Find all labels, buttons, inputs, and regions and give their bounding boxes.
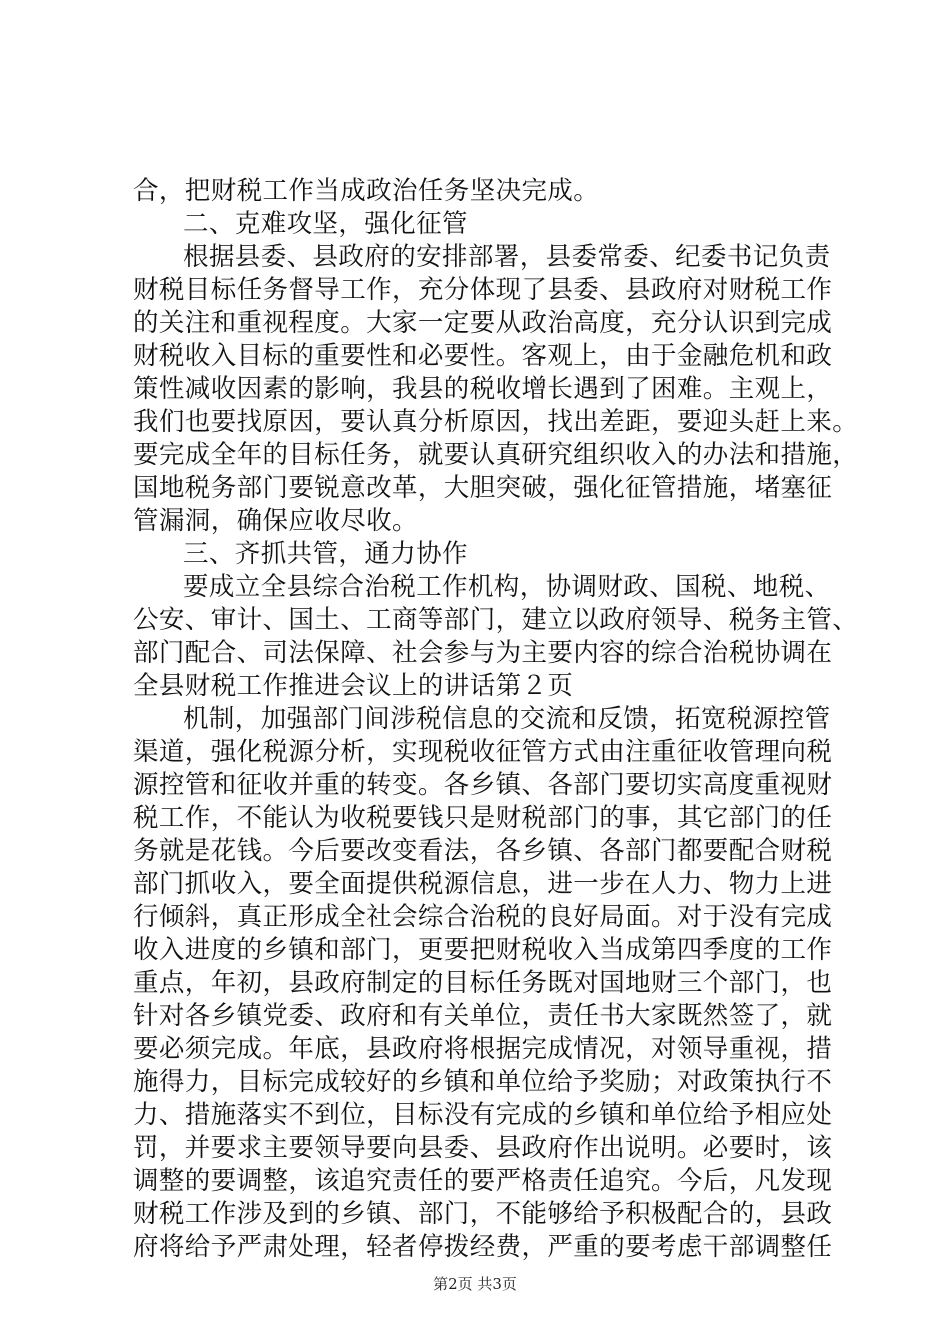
text-line: 重点，年初，县政府制定的目标任务既对国地财三个部门，也 (133, 968, 833, 998)
text-line: 财税工作涉及到的乡镇、部门，不能够给予积极配合的，县政 (133, 1199, 833, 1229)
text-line: 公安、审计、国土、工商等部门，建立以政府领导、税务主管、 (133, 605, 859, 635)
text-line: 机制，加强部门间涉税信息的交流和反馈，拓宽税源控管 (183, 704, 831, 734)
text-line: 合，把财税工作当成政治任务坚决完成。 (133, 176, 600, 206)
text-line: 要完成全年的目标任务，就要认真研究组织收入的办法和措施， (133, 440, 859, 470)
section-heading: 二、克难攻坚，强化征管 (183, 209, 468, 239)
text-line: 罚，并要求主要领导要向县委、县政府作出说明。必要时，该 (133, 1133, 833, 1163)
text-line: 收入进度的乡镇和部门，更要把财税收入当成第四季度的工作 (133, 935, 833, 965)
text-line: 要必须完成。年底，县政府将根据完成情况，对领导重视，措 (133, 1034, 833, 1064)
section-heading: 三、齐抓共管，通力协作 (183, 539, 468, 569)
text-line: 渠道，强化税源分析，实现税收征管方式由注重征收管理向税 (133, 737, 833, 767)
text-line: 根据县委、县政府的安排部署，县委常委、纪委书记负责 (183, 242, 831, 272)
text-line: 财税目标任务督导工作，充分体现了县委、县政府对财税工作 (133, 275, 833, 305)
text-line: 调整的要调整，该追究责任的要严格责任追究。今后，凡发现 (133, 1166, 833, 1196)
text-line: 策性减收因素的影响，我县的税收增长遇到了困难。主观上， (133, 374, 833, 404)
text-line: 管漏洞，确保应收尽收。 (133, 506, 418, 536)
text-line: 我们也要找原因，要认真分析原因，找出差距，要迎头赶上来。 (133, 407, 859, 437)
text-line: 全县财税工作推进会议上的讲话第２页 (133, 671, 574, 701)
text-line: 的关注和重视程度。大家一定要从政治高度，充分认识到完成 (133, 308, 833, 338)
text-line: 要成立全县综合治税工作机构，协调财政、国税、地税、 (183, 572, 831, 602)
text-line: 行倾斜，真正形成全社会综合治税的良好局面。对于没有完成 (133, 902, 833, 932)
text-line: 府将给予严肃处理，轻者停拨经费，严重的要考虑干部调整任 (133, 1232, 833, 1262)
text-line: 针对各乡镇党委、政府和有关单位，责任书大家既然签了，就 (133, 1001, 833, 1031)
text-line: 力、措施落实不到位，目标没有完成的乡镇和单位给予相应处 (133, 1100, 833, 1130)
text-line: 施得力，目标完成较好的乡镇和单位给予奖励；对政策执行不 (133, 1067, 833, 1097)
text-line: 务就是花钱。今后要改变看法，各乡镇、各部门都要配合财税 (133, 836, 833, 866)
page-footer: 第2页 共3页 (433, 1275, 517, 1293)
text-line: 源控管和征收并重的转变。各乡镇、各部门要切实高度重视财 (133, 770, 833, 800)
text-line: 部门配合、司法保障、社会参与为主要内容的综合治税协调在 (133, 638, 833, 668)
text-line: 财税收入目标的重要性和必要性。客观上，由于金融危机和政 (133, 341, 833, 371)
document-body (133, 175, 859, 1264)
text-line: 部门抓收入，要全面提供税源信息，进一步在人力、物力上进 (133, 869, 833, 899)
text-line: 税工作，不能认为收税要钱只是财税部门的事，其它部门的任 (133, 803, 833, 833)
text-line: 国地税务部门要锐意改革，大胆突破，强化征管措施，堵塞征 (133, 473, 833, 503)
